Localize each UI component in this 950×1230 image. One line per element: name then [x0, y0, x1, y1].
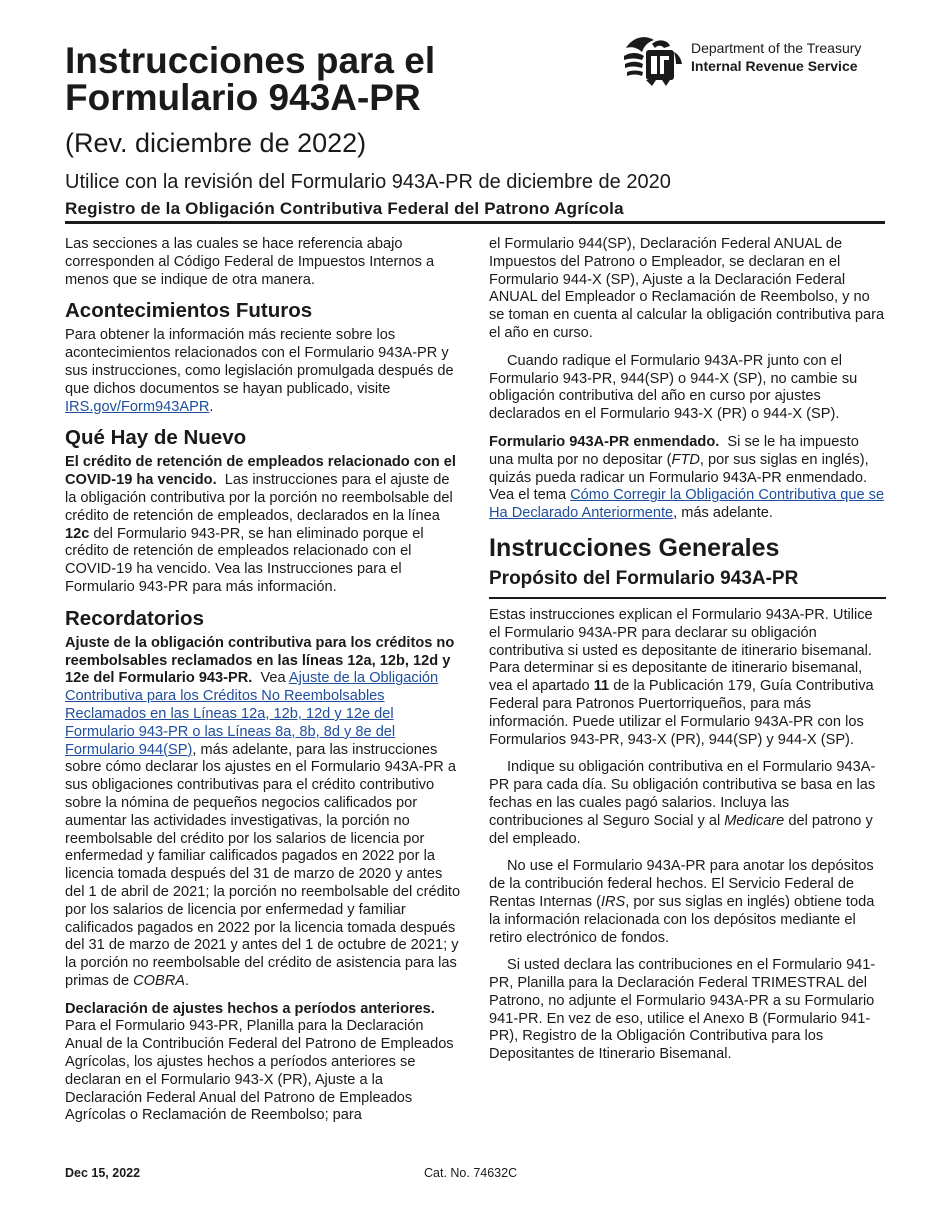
daily-liability-paragraph: Indique su obligación contributiva en el Formulario 943A-PR para cada día. Su obligación contributiva se basa en las fechas en las cuales pagó salarios. Incluya las contribuciones al Seguro Social y al Medicare del patrono y del empleado.: [489, 759, 876, 847]
deposits-paragraph: No use el Formulario 943A-PR para anotar los depósitos de la contribución federal hechos. El Servicio Federal de Rentas Internas (IRS, por sus siglas en inglés) obtiene toda la información relacionada con los depósitos mediante el retiro electrónico de fondos.: [489, 858, 875, 946]
intro-paragraph: Las secciones a las cuales se hace referencia abajo corresponden al Código Federal de Impuestos Internos a menos que se indique de otra manera.: [65, 236, 435, 288]
prior-adjustments-lead: Declaración de ajustes hechos a períodos anteriores.: [65, 1000, 435, 1017]
whats-new-paragraph: El crédito de retención de empleados relacionado con el COVID-19 ha vencido. Las instrucciones para el ajuste de la obligación contributiva por la porción no reembolsable del crédito de retención de empleados, declarados en la línea 12c del Formulario 943-PR, se han eliminado porque el crédito de retención de empleados relacionado con el COVID-19 ha vencido. Vea las Instrucciones para el Formulario 943-PR para más información.: [65, 454, 456, 595]
heading-general-instructions: Instrucciones Generales: [489, 533, 780, 562]
reminders-lead: Ajuste de la obligación contributiva para los créditos no reembolsables reclamados en las líneas 12a, 12b, 12d y 12e del Formulario 943-PR.: [65, 634, 455, 687]
header-rule: [65, 221, 885, 224]
registry-title: Registro de la Obligación Contributiva Federal del Patrono Agrícola: [65, 199, 624, 218]
heading-whats-new: Qué Hay de Nuevo: [65, 426, 247, 450]
agency-irs: Internal Revenue Service: [691, 58, 858, 74]
filing-paragraph: Cuando radique el Formulario 943A-PR junto con el Formulario 943-PR, 944(SP) o 944-X (SP), no cambie su obligación contributiva del año en curso por ajustes declarados en el Formulario 943-X (PR) o 944-X (SP).: [489, 352, 858, 423]
use-note: Utilice con la revisión del Formulario 943A-PR de diciembre de 2020: [65, 171, 671, 193]
form943apr-link[interactable]: IRS.gov/Form943APR: [65, 398, 210, 415]
correct-liability-link[interactable]: Cómo Corregir la Obligación Contributiva que se Ha Declarado Anteriormente: [489, 487, 885, 522]
continuation-paragraph: el Formulario 944(SP), Declaración Federal ANUAL de Impuestos del Patrono o Empleador, se declaran en el Formulario 944-X (SP), Ajuste a la Declaración Federal ANUAL del Empleador o Reclamación de Reembolso, y no se toman en cuenta al calcular la obligación contributiva para el año en curso.: [489, 236, 885, 341]
amended-lead: Formulario 943A-PR enmendado.: [489, 433, 720, 450]
title-line-2: Formulario 943A-PR: [65, 77, 421, 118]
reminders-paragraph: Ajuste de la obligación contributiva para los créditos no reembolsables reclamados en las líneas 12a, 12b, 12d y 12e del Formulario 943-PR. Vea Ajuste de la Obligación Contributiva para los Créditos No Reembolsables Reclamados en las Líneas 12a, 12b, 12d y 12e del Formulario 943-PR o las Líneas 8a, 8b, 8d y 8e del Formulario 944(SP), más adelante, para las instrucciones sobre cómo declarar los ajustes en el Formulario 943A-PR a sus obligaciones contributivas para el crédito contributivo sobre la nómina de pequeños negocios calificados por aumentar las actividades investigativas, la porción no reembolsable del crédito por los salarios de licencia por enfermedad y familiar calificados pagados en 2022 por la licencia tomada después del 31 de marzo de 2020 y antes del 1 de abril de 2021; la porción no reembolsable del crédito por los salarios de licencia por enfermedad y familiar calificados pagados en 2022 por la licencia tomada después del 31 de marzo de 2021 y antes del 1 de octubre de 2021; y la porción no reembolsable del crédito de asistencia para las primas de COBRA.: [65, 634, 461, 989]
footer-date: Dec 15, 2022: [65, 1166, 141, 1180]
heading-future-developments: Acontecimientos Futuros: [65, 299, 313, 323]
agency-block: [691, 39, 861, 75]
nonrefundable-credits-link[interactable]: Ajuste de la Obligación Contributiva para los Créditos No Reembolsables Reclamados en las Líneas 12a, 12b, 12d y 12e del Formulario 943-PR o las Líneas 8a, 8b, 8d y 8e del Formulario 944(SP): [65, 670, 439, 758]
prior-adjustments-paragraph: Declaración de ajustes hechos a períodos anteriores. Para el Formulario 943-PR, Planilla para la Declaración Anual de la Contribución Federal del Patrono de Empleados Agrícolas, los ajustes hechos a períodos anteriores se declaran en el Formulario 943-X (PR), Ajuste a la Declaración Federal Anual del Patrono de Empleados Agrícolas o Reclamación de Reembolso; para: [65, 1000, 454, 1124]
form941-paragraph: Si usted declara las contribuciones en el Formulario 941-PR, Planilla para la Declaración Federal TRIMESTRAL del Patrono, no adjunte el Formulario 943A-PR a su Formulario 941-PR. En vez de eso, utilice el Anexo B (Formulario 941-PR), Registro de la Obligación Contributiva para los Depositantes de Itinerario Bisemanal.: [489, 957, 876, 1063]
heading-purpose: Propósito del Formulario 943A-PR: [489, 567, 886, 599]
revision-date: (Rev. diciembre de 2022): [65, 128, 367, 158]
purpose-paragraph: Estas instrucciones explican el Formulario 943A-PR. Utilice el Formulario 943A-PR para declarar su obligación contributiva si usted es depositante de itinerario bisemanal. Para determinar si es depositante de itinerario bisemanal, vea el apartado 11 de la Publicación 179, Guía Contributiva Federal para Patronos Puertorriqueños, para más información. Puede utilizar el Formulario 943A-PR con los Formularios 943-PR, 943-X (PR), 944(SP) y 944-X (SP).: [489, 606, 874, 748]
right-column: [489, 236, 886, 1074]
amended-paragraph: Formulario 943A-PR enmendado. Si se le ha impuesto una multa por no depositar (FTD, por sus siglas en inglés), quizás pueda radicar un Formulario 943A-PR enmendado. Vea el tema Cómo Corregir la Obligación Contributiva que se Ha Declarado Anteriormente, más adelante.: [489, 433, 885, 522]
whats-new-lead: El crédito de retención de empleados relacionado con el COVID-19 ha vencido.: [65, 454, 456, 489]
irs-eagle-logo-icon: [622, 34, 684, 86]
document-title: [65, 42, 585, 116]
agency-department: Department of the Treasury: [691, 40, 862, 56]
title-line-1: Instrucciones para el: [65, 40, 436, 81]
left-column: [65, 236, 462, 1135]
catalog-number: Cat. No. 74632C: [424, 1166, 518, 1180]
future-paragraph: Para obtener la información más reciente sobre los acontecimientos relacionados con el Formulario 943A-PR y sus instrucciones, como legislación promulgada después de que dichos documentos se hayan publicado, visite IRS.gov/Form943APR.: [65, 327, 454, 415]
heading-reminders: Recordatorios: [65, 606, 204, 630]
